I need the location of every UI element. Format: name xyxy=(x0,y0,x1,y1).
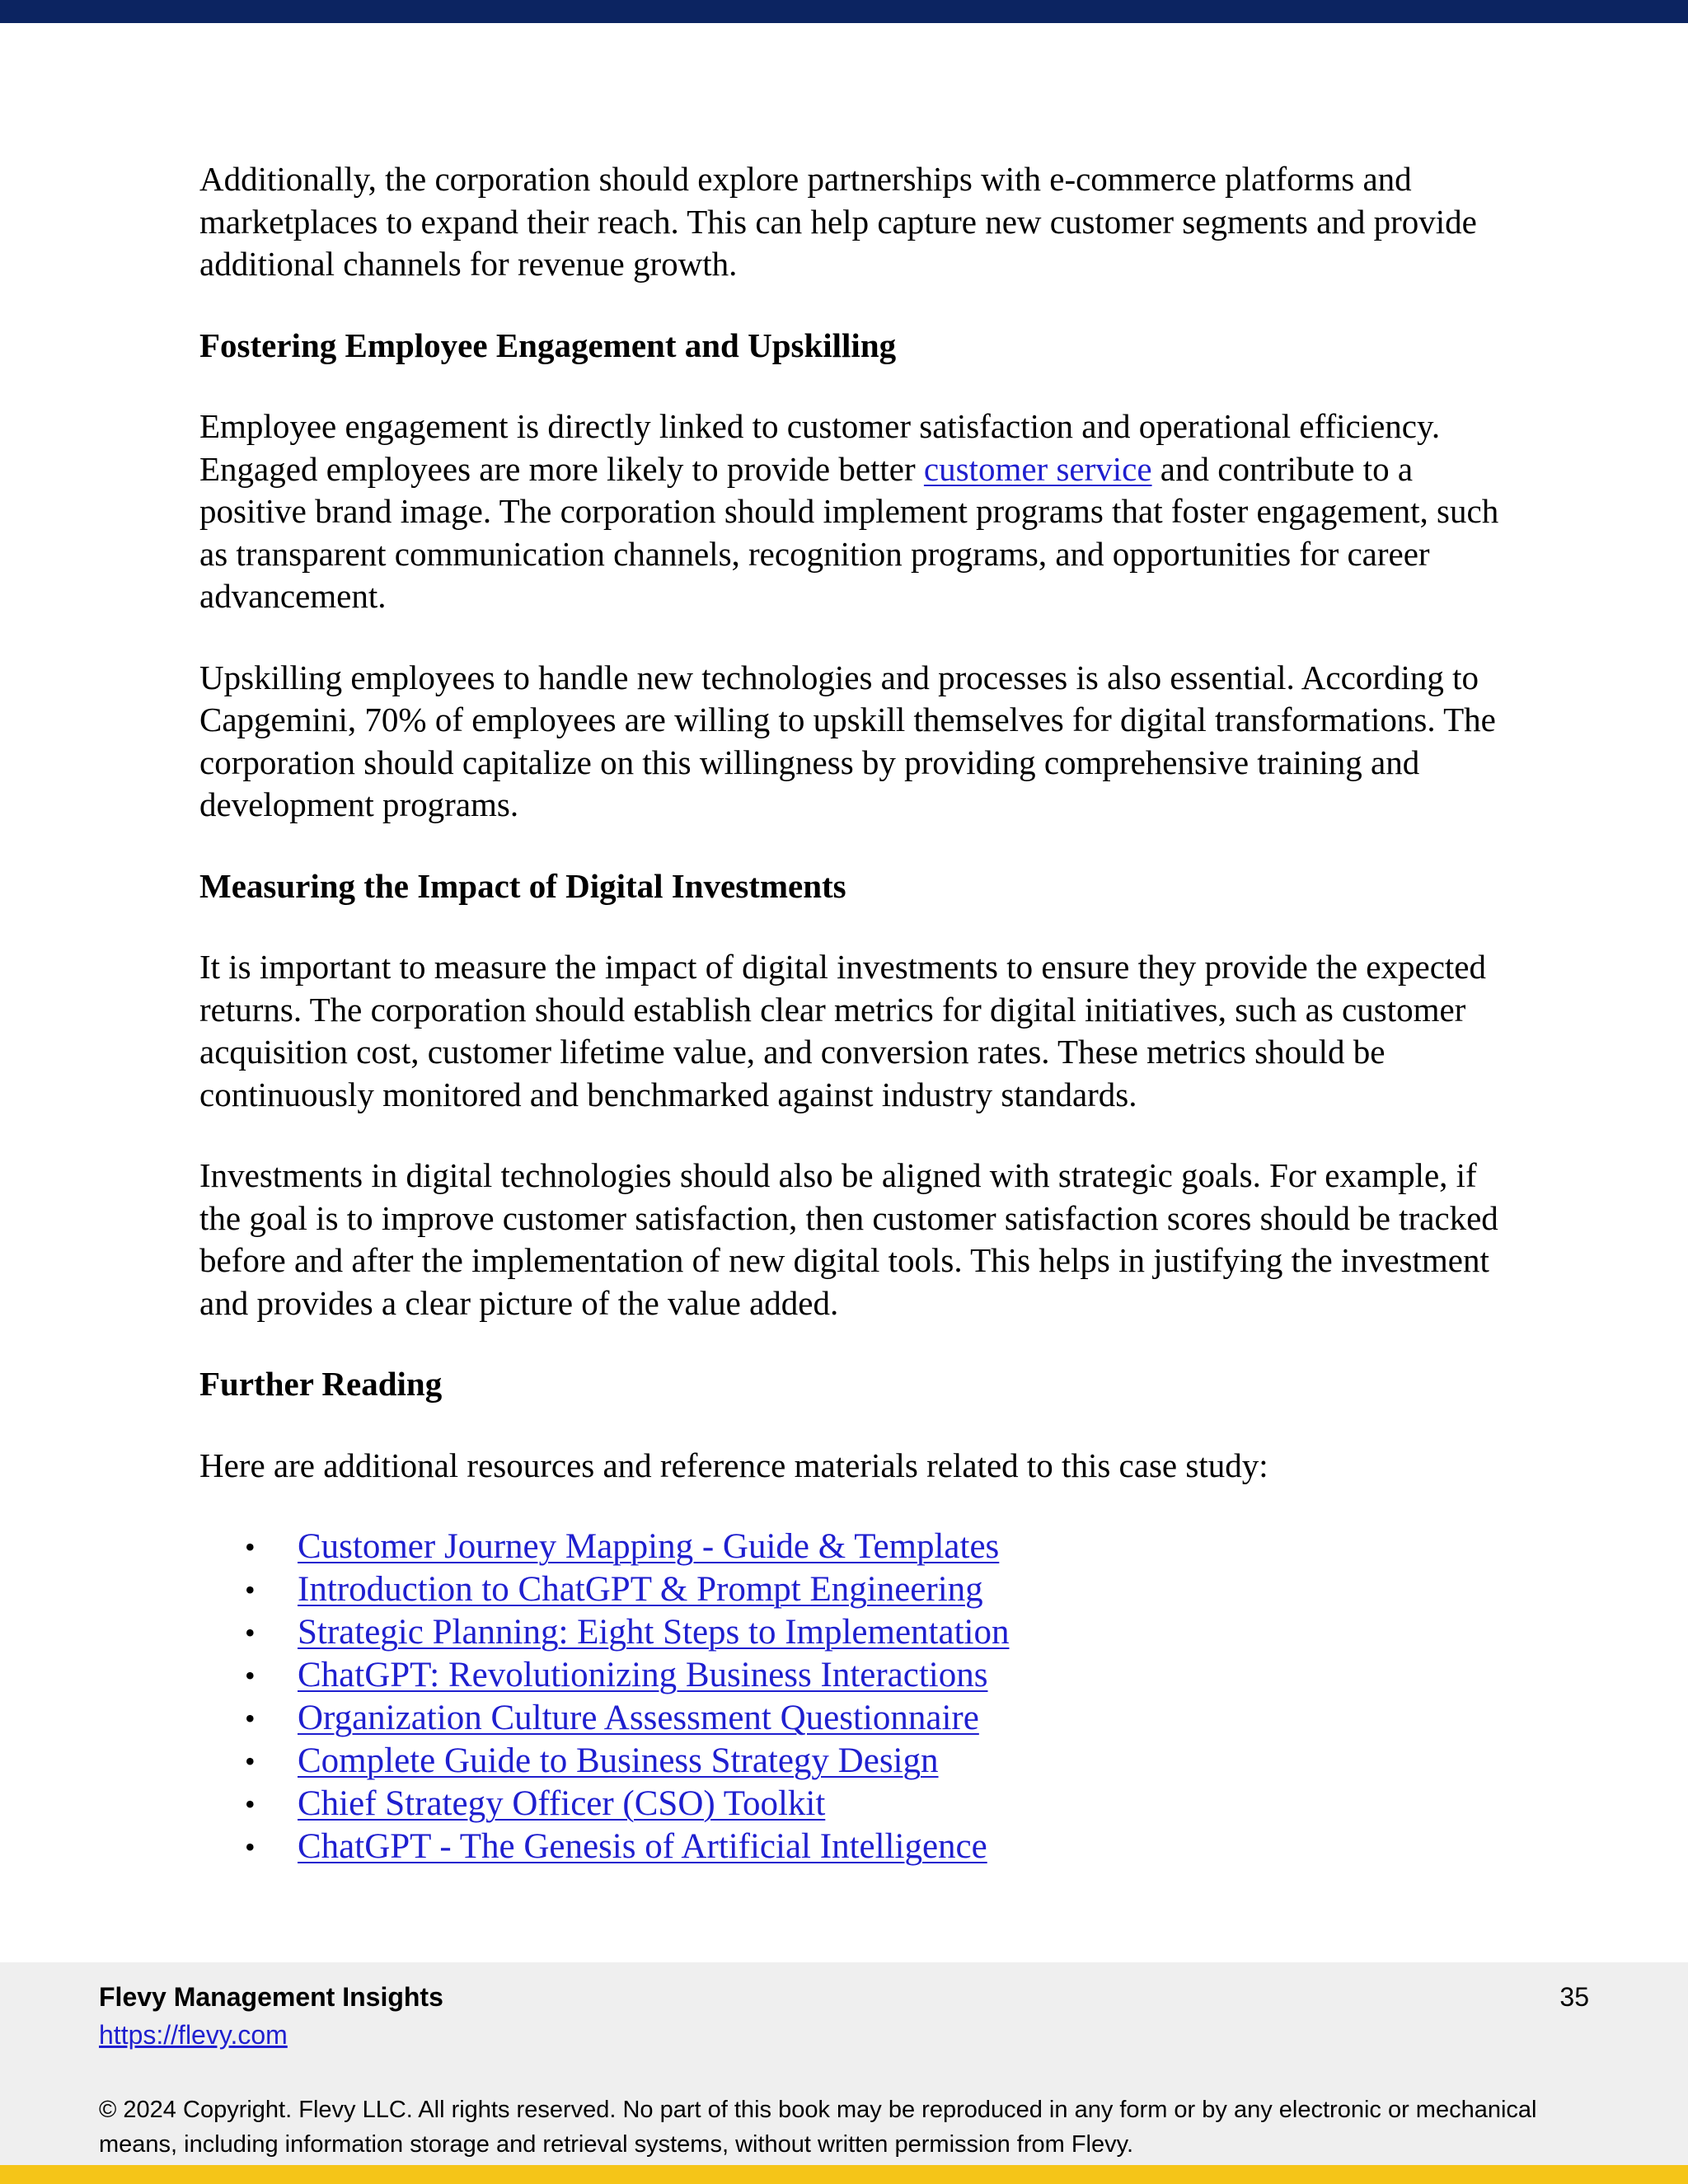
copyright-notice: © 2024 Copyright. Flevy LLC. All rights reserved. No part of this book may be reproduced in any form or by any electronic or mechanical means, including information storage and retrieval systems, without written permission from Flevy. xyxy=(99,2097,1537,2158)
paragraph-resources-intro: Here are additional resources and reference materials related to this case study: xyxy=(199,1446,1268,1484)
reading-link-strategic-planning[interactable]: Strategic Planning: Eight Steps to Implementation xyxy=(298,1613,1010,1652)
bullet-icon: • xyxy=(245,1659,256,1692)
bullet-icon: • xyxy=(245,1745,256,1778)
reading-link-chatgpt-intro[interactable]: Introduction to ChatGPT & Prompt Engineering xyxy=(298,1570,983,1609)
list-item xyxy=(199,1783,1506,1825)
page-content xyxy=(199,158,1506,1868)
list-item xyxy=(199,1654,1506,1697)
further-reading-list xyxy=(199,1526,1506,1868)
paragraph-upskilling: Upskilling employees to handle new technologies and processes is also essential. According to Capgemini, 70% of employees are willing to upskill themselves for digital transformations. The corporation should capitalize on this willingness by providing comprehensive training and development programs. xyxy=(199,658,1496,823)
paragraph-engagement xyxy=(199,405,1506,618)
bullet-icon: • xyxy=(245,1788,256,1821)
heading-further-reading: Further Reading xyxy=(199,1365,443,1403)
paragraph-engagement-text-1: Employee engagement is directly linked to customer satisfaction and operational efficiency. Engaged employees are more likely to provide better xyxy=(199,407,1441,488)
reading-link-strategy-design[interactable]: Complete Guide to Business Strategy Design xyxy=(298,1741,939,1780)
list-item xyxy=(199,1740,1506,1783)
list-item xyxy=(199,1611,1506,1654)
reading-link-customer-journey[interactable]: Customer Journey Mapping - Guide & Templates xyxy=(298,1527,1000,1566)
footer-url-link[interactable]: https://flevy.com xyxy=(99,2020,288,2050)
reading-link-culture-assessment[interactable]: Organization Culture Assessment Questionnaire xyxy=(298,1699,979,1737)
footer-brand: Flevy Management Insights xyxy=(99,1982,443,2012)
list-item xyxy=(199,1697,1506,1740)
customer-service-link[interactable]: customer service xyxy=(923,449,1152,488)
bullet-icon: • xyxy=(245,1702,256,1735)
list-item xyxy=(199,1825,1506,1868)
paragraph-ecommerce: Additionally, the corporation should explore partnerships with e-commerce platforms and marketplaces to expand their reach. This can help capture new customer segments and provide additional channels for revenue growth. xyxy=(199,160,1477,283)
top-accent-bar xyxy=(0,0,1688,23)
bottom-accent-bar xyxy=(0,2165,1688,2184)
paragraph-metrics: It is important to measure the impact of digital investments to ensure they provide the expected returns. The corporation should establish clear metrics for digital initiatives, such as customer acquisition cost, customer lifetime value, and conversion rates. These metrics should be continuously monitored and benchmarked against industry standards. xyxy=(199,948,1486,1113)
bullet-icon: • xyxy=(245,1830,256,1863)
paragraph-engagement-text-2: and contribute to a positive brand image. The corporation should implement programs that foster engagement, such as transparent communication channels, recognition programs, and opportunities for career advancement. xyxy=(199,449,1499,615)
bullet-icon: • xyxy=(245,1530,256,1563)
heading-measuring-impact: Measuring the Impact of Digital Investments xyxy=(199,866,846,905)
list-item xyxy=(199,1568,1506,1611)
page-number: 35 xyxy=(1559,1982,1589,2012)
list-item xyxy=(199,1526,1506,1568)
reading-link-chatgpt-genesis[interactable]: ChatGPT - The Genesis of Artificial Intelligence xyxy=(298,1827,987,1866)
heading-employee-engagement: Fostering Employee Engagement and Upskilling xyxy=(199,326,897,364)
page-footer xyxy=(0,1962,1688,2165)
bullet-icon: • xyxy=(245,1616,256,1649)
paragraph-alignment: Investments in digital technologies should also be aligned with strategic goals. For example, if the goal is to improve customer satisfaction, then customer satisfaction scores should be tracked before and after the implementation of new digital tools. This helps in justifying the investment and provides a clear picture of the value added. xyxy=(199,1156,1498,1322)
bullet-icon: • xyxy=(245,1573,256,1606)
reading-link-chatgpt-business[interactable]: ChatGPT: Revolutionizing Business Interactions xyxy=(298,1656,988,1694)
reading-link-cso-toolkit[interactable]: Chief Strategy Officer (CSO) Toolkit xyxy=(298,1784,826,1823)
